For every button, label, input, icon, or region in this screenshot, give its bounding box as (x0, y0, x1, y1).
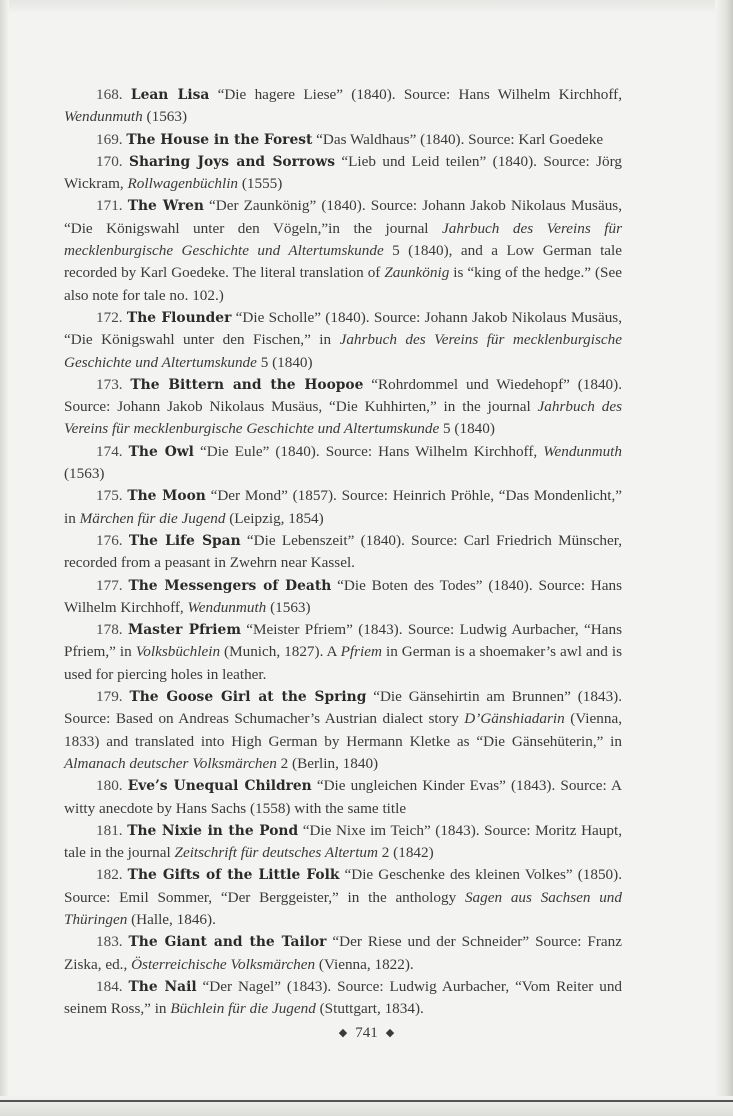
note-entry (64, 820, 622, 865)
notes-list (64, 84, 622, 1020)
note-text: (1555) (238, 175, 283, 193)
tale-title: Master Pfriem (127, 622, 241, 639)
note-number: 173. (96, 375, 123, 393)
scan-bottom-rule (0, 1100, 733, 1102)
note-number: 168. (96, 86, 123, 103)
note-number: 175. (96, 487, 123, 505)
tale-title: The Life Span (128, 532, 241, 549)
note-entry (64, 307, 622, 374)
note-text: “Lieb und Leid teilen” (1840). Source: Jörg Wickram, (64, 152, 622, 193)
italic-source-title: Sagen aus Sachsen und Thüringen (64, 888, 622, 928)
italic-source-title: Rollwagenbüchlin (127, 175, 239, 193)
note-text: is “king of the hedge.” (See also note for tale no. 102.) (64, 264, 622, 304)
italic-source-title: Wendunmuth (64, 108, 143, 126)
italic-source-title: Jahrbuch des Vereins für mecklenburgische Geschichte und Altertumskunde (64, 331, 622, 371)
note-text: “Meister Pfriem” (1843). Source: Ludwig Aurbacher, “Hans Pfriem,” in (64, 621, 623, 661)
ornament-left-icon: ◆ (338, 1027, 348, 1039)
note-text: (Leipzig, 1854) (225, 509, 324, 527)
italic-source-title: Almanach deutscher Volksmärchen (64, 754, 277, 772)
tale-title: The Bittern and the Hoopoe (130, 376, 364, 393)
note-text: in German is a shoemaker’s awl and is used for piercing holes in leather. (64, 643, 622, 683)
note-entry (64, 129, 622, 151)
scan-left-edge (0, 0, 9, 1116)
note-entry (64, 775, 622, 820)
note-text: 2 (Berlin, 1840) (276, 754, 379, 772)
tale-title: The Nixie in the Pond (127, 822, 299, 839)
note-entry (64, 931, 622, 976)
note-text: “Die hagere Liese” (1840). Source: Hans Wilhelm Kirchhoff, (209, 86, 623, 103)
note-number: 177. (96, 576, 123, 594)
italic-source-title: Wendunmuth (187, 598, 267, 616)
note-text: (1563) (64, 465, 105, 483)
tale-title: Eve’s Unequal Children (127, 778, 312, 795)
tale-title: The Flounder (126, 309, 232, 326)
note-number: 170. (96, 152, 123, 170)
note-text: (Munich, 1827). A (220, 643, 341, 661)
note-text: 5 (1840), and a Low German tale recorded by Karl Goedeke. The literal translation of (64, 242, 622, 282)
note-text: “Der Riese und der Schneider” Source: Franz Ziska, ed., (64, 933, 622, 973)
note-entry (64, 151, 622, 196)
note-text: “Der Mond” (1857). Source: Heinrich Pröhle, “Das Mondenlicht,” in (64, 487, 623, 527)
note-text: (Halle, 1846). (127, 910, 216, 928)
note-text: “Die Geschenke des kleinen Volkes” (1850). Source: Emil Sommer, “Der Berggeister,” in the anthology (64, 866, 623, 906)
tale-title: Sharing Joys and Sorrows (128, 153, 335, 170)
italic-source-title: Märchen für die Jugend (79, 509, 226, 527)
note-number: 174. (96, 442, 123, 460)
note-number: 181. (96, 821, 123, 839)
italic-source-title: Pfriem (340, 643, 382, 661)
italic-source-title: Wendunmuth (543, 442, 622, 460)
note-text: “Die Gänsehirtin am Brunnen” (1843). Source: Based on Andreas Schumacher’s Austrian dialect story (64, 688, 623, 728)
note-number: 183. (96, 933, 123, 951)
note-number: 179. (96, 688, 123, 706)
note-text: 5 (1840) (256, 353, 313, 371)
scan-bottom-edge (0, 1096, 733, 1116)
note-number: 178. (96, 621, 123, 639)
italic-source-title: Jahrbuch des Vereins für mecklenburgische Geschichte und Altertumskunde (64, 219, 622, 260)
italic-source-title: Volksbüchlein (135, 643, 221, 661)
note-text: (1563) (266, 598, 311, 616)
note-text: “Der Zaunkönig” (1840). Source: Johann Jakob Nikolaus Musäus, “Die Königswahl unter den Vögeln,”in the journal (64, 197, 623, 237)
tale-title: The Wren (127, 198, 204, 215)
tale-title: The Giant and the Tailor (128, 934, 327, 951)
note-text: (Stuttgart, 1834). (315, 1000, 424, 1018)
note-text: “Die Eule” (1840). Source: Hans Wilhelm Kirchhoff, (193, 442, 544, 460)
note-text: (1563) (142, 108, 188, 126)
note-text: “Das Waldhaus” (1840). Source: Karl Goedeke (312, 130, 604, 148)
scan-right-edge (715, 0, 733, 1116)
note-text: “Die Nixe im Teich” (1843). Source: Moritz Haupt, tale in the journal (64, 821, 622, 862)
page-number: 741 (355, 1025, 378, 1041)
note-entry (64, 530, 622, 575)
note-entry (64, 864, 622, 931)
tale-title: The House in the Forest (126, 131, 313, 148)
tale-title: The Gifts of the Little Folk (127, 867, 340, 884)
note-number: 176. (96, 531, 123, 549)
tale-title: The Moon (127, 488, 206, 505)
page-footer (0, 1025, 733, 1042)
italic-source-title: Büchlein für die Jugend (170, 1000, 316, 1018)
note-entry (64, 575, 622, 620)
note-number: 182. (96, 866, 123, 884)
tale-title: The Messengers of Death (128, 577, 332, 594)
note-entry (64, 976, 622, 1021)
italic-source-title: Zeitschrift für deutsches Altertum (174, 844, 378, 862)
note-text: “Die ungleichen Kinder Evas” (1843). Source: A witty anecdote by Hans Sachs (1558) with the same title (64, 777, 622, 817)
note-entry (64, 485, 622, 530)
note-number: 184. (96, 977, 123, 995)
note-entry (64, 619, 622, 686)
note-number: 180. (96, 777, 123, 795)
tale-title: The Owl (128, 443, 194, 460)
note-entry (64, 441, 622, 486)
note-text: 2 (1842) (377, 844, 434, 862)
italic-source-title: D’Gänshiadarin (464, 710, 565, 728)
note-entry (64, 374, 622, 441)
note-entry (64, 195, 622, 306)
note-text: 5 (1840) (439, 420, 495, 438)
note-text: “Die Lebenszeit” (1840). Source: Carl Friedrich Münscher, recorded from a peasant in Zwehrn near Kassel. (64, 531, 622, 572)
note-number: 169. (96, 130, 123, 148)
note-text: (Vienna, 1822). (315, 955, 414, 973)
note-entry (64, 84, 622, 129)
italic-source-title: Zaunkönig (384, 264, 450, 282)
note-text: “Rohrdommel und Wiedehopf” (1840). Source: Johann Jakob Nikolaus Musäus, “Die Kuhhirten,” in the journal (64, 375, 622, 416)
tale-title: The Nail (128, 978, 197, 995)
note-text: “Der Nagel” (1843). Source: Ludwig Aurbacher, “Vom Reiter und seinem Ross,” in (64, 977, 623, 1018)
note-text: “Die Boten des Todes” (1840). Source: Hans Wilhelm Kirchhoff, (64, 576, 622, 616)
italic-source-title: Jahrbuch des Vereins für mecklenburgische Geschichte und Altertumskunde (64, 398, 622, 438)
note-text: “Die Scholle” (1840). Source: Johann Jakob Nikolaus Musäus, “Die Königswahl unter den Fischen,” in (64, 308, 623, 349)
tale-title: The Goose Girl at the Spring (129, 689, 367, 706)
ornament-right-icon: ◆ (385, 1027, 395, 1039)
tale-title: Lean Lisa (130, 87, 210, 103)
italic-source-title: Österreichische Volksmärchen (131, 955, 316, 973)
note-number: 172. (96, 308, 123, 326)
scan-top-edge (0, 0, 733, 14)
note-number: 171. (96, 197, 123, 215)
note-entry (64, 686, 622, 775)
note-text: (Vienna, 1833) and translated into High German by Hermann Kletke as “Die Gänsehüterin,” in (64, 710, 622, 750)
